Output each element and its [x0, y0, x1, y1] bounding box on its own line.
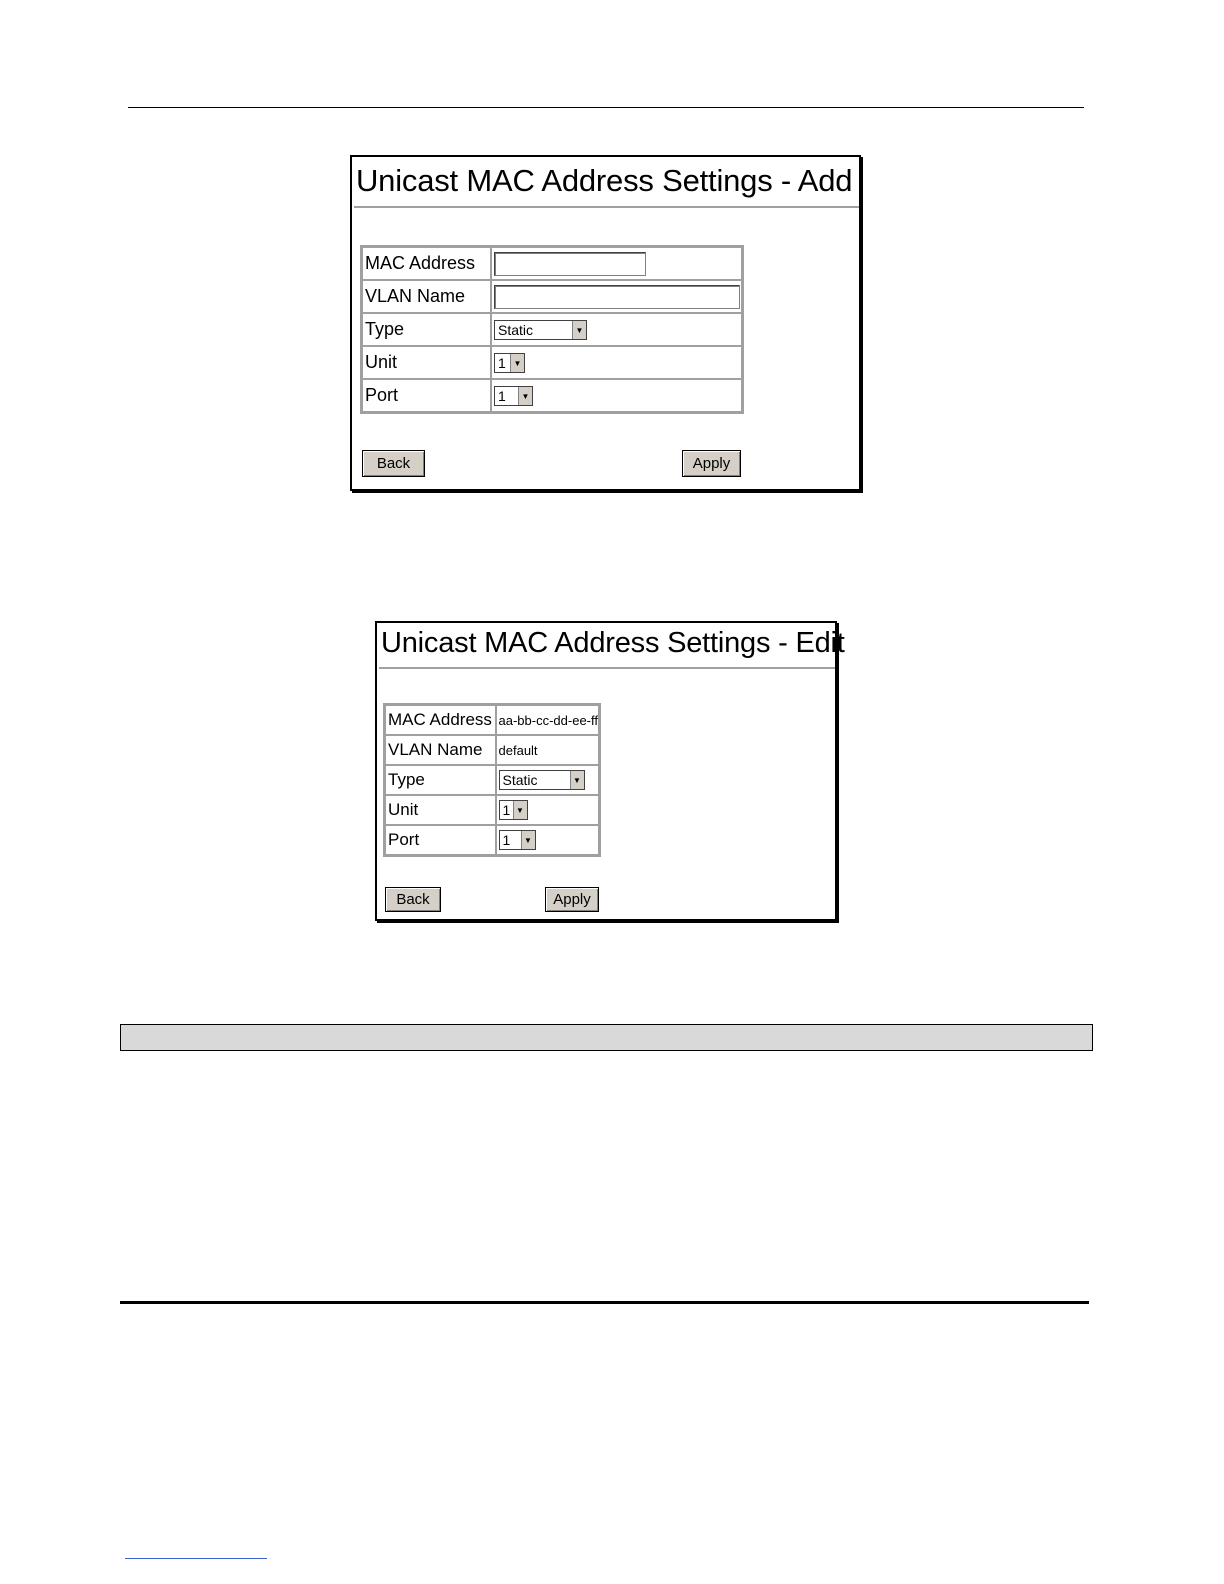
unit-cell	[496, 795, 599, 825]
port-label: Port	[385, 825, 496, 855]
add-settings-table	[360, 245, 744, 414]
table-row	[385, 735, 599, 765]
type-select[interactable]	[499, 770, 585, 790]
mac-address-label: MAC Address	[362, 247, 491, 280]
edit-settings-panel	[375, 621, 845, 921]
vlan-name-input[interactable]	[494, 285, 740, 309]
port-select-value: 1	[498, 388, 506, 405]
table-row	[362, 313, 742, 346]
header-rule	[128, 107, 1084, 108]
unit-select[interactable]	[499, 800, 528, 820]
port-cell	[496, 825, 599, 855]
chevron-down-icon[interactable]: ▼	[521, 831, 535, 849]
add-settings-panel	[350, 155, 861, 491]
unit-label: Unit	[362, 346, 491, 379]
unit-cell	[491, 346, 742, 379]
table-row	[385, 825, 599, 855]
vlan-name-value: default	[496, 735, 599, 765]
port-cell	[491, 379, 742, 412]
table-row	[362, 247, 742, 280]
back-button[interactable]: Back	[362, 450, 425, 477]
chevron-down-icon[interactable]: ▼	[570, 771, 584, 789]
table-row	[385, 795, 599, 825]
type-cell	[496, 765, 599, 795]
table-row	[385, 705, 599, 735]
unit-select-value: 1	[498, 355, 506, 372]
footer-rule	[120, 1301, 1089, 1304]
port-label: Port	[362, 379, 491, 412]
edit-settings-table	[383, 703, 601, 857]
mac-address-cell	[491, 247, 742, 280]
type-select[interactable]	[494, 320, 587, 340]
port-select[interactable]	[499, 830, 536, 850]
unit-select-value: 1	[502, 802, 511, 819]
mac-address-input[interactable]	[494, 252, 646, 276]
port-select[interactable]	[494, 386, 533, 406]
footer-link-underline	[125, 1558, 267, 1559]
table-row	[362, 280, 742, 313]
chevron-down-icon[interactable]: ▼	[513, 801, 527, 819]
edit-title-divider	[379, 667, 835, 669]
type-label: Type	[362, 313, 491, 346]
table-caption-bar	[120, 1024, 1093, 1051]
unit-select[interactable]	[494, 353, 525, 373]
unit-label: Unit	[385, 795, 496, 825]
add-panel-title: Unicast MAC Address Settings - Add	[356, 163, 853, 198]
type-select-value: Static	[502, 772, 538, 789]
edit-panel-title: Unicast MAC Address Settings - Edit	[381, 627, 845, 659]
port-select-value: 1	[502, 832, 511, 849]
type-cell	[491, 313, 742, 346]
vlan-name-cell	[491, 280, 742, 313]
vlan-name-label: VLAN Name	[362, 280, 491, 313]
type-select-value: Static	[498, 322, 534, 339]
chevron-down-icon[interactable]: ▼	[572, 321, 586, 339]
table-row	[385, 765, 599, 795]
table-row	[362, 379, 742, 412]
mac-address-value: aa-bb-cc-dd-ee-ff	[496, 705, 599, 735]
chevron-down-icon[interactable]: ▼	[510, 354, 524, 372]
back-button[interactable]: Back	[385, 887, 441, 912]
apply-button[interactable]: Apply	[682, 450, 741, 477]
add-title-divider	[354, 206, 859, 208]
type-label: Type	[385, 765, 496, 795]
vlan-name-label: VLAN Name	[385, 735, 496, 765]
mac-address-label: MAC Address	[385, 705, 496, 735]
chevron-down-icon[interactable]: ▼	[518, 387, 532, 405]
apply-button[interactable]: Apply	[545, 887, 599, 912]
table-row	[362, 346, 742, 379]
